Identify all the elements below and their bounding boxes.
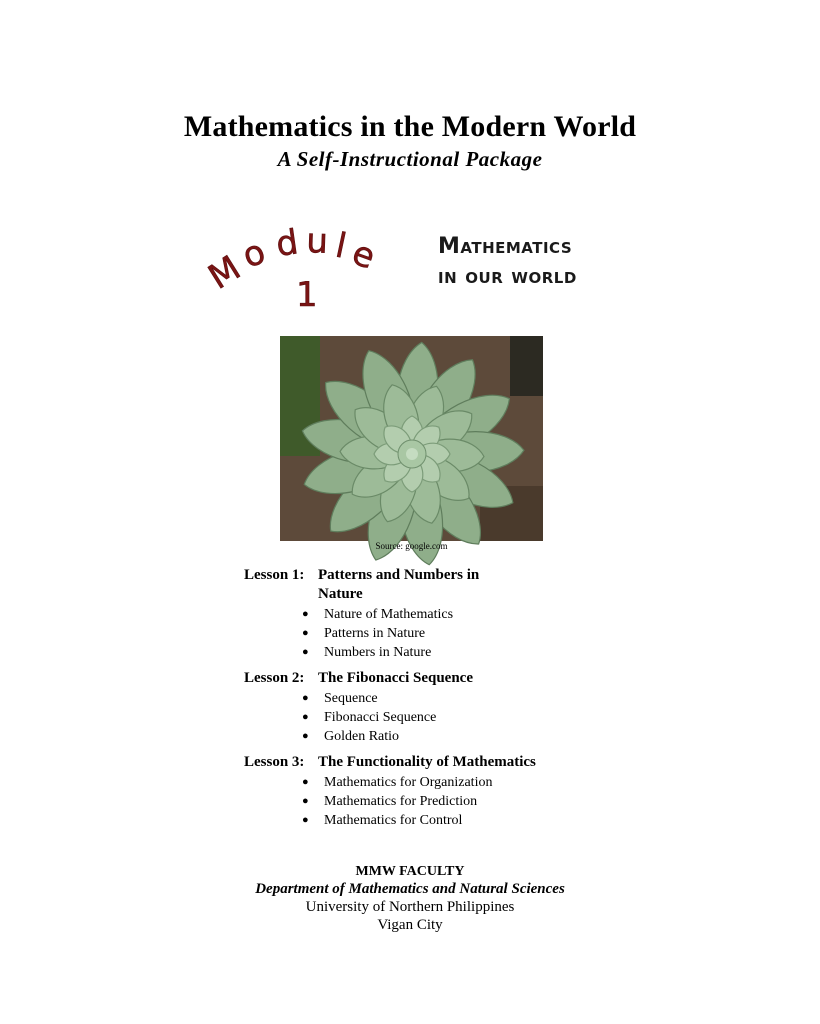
photo-source-caption: Source: google.com — [375, 541, 448, 551]
list-item — [244, 708, 664, 727]
lesson-1-title — [244, 566, 664, 604]
list-item — [244, 689, 664, 708]
bullet-icon: ● — [302, 646, 309, 658]
lesson-number: Lesson 3: — [244, 754, 305, 770]
module-letter: d — [273, 222, 301, 265]
list-item — [244, 643, 664, 662]
bullet-icon: ● — [302, 711, 309, 723]
topic-label: Golden Ratio — [324, 729, 400, 744]
document-subtitle: A Self-Instructional Package — [277, 147, 543, 171]
lesson-list — [244, 566, 664, 837]
footer-faculty: MMW FACULTY — [355, 864, 465, 879]
module-word — [202, 221, 381, 298]
bullet-icon: ● — [302, 608, 309, 620]
topic-label: Mathematics for Organization — [324, 775, 493, 790]
topic-label: Nature of Mathematics — [324, 607, 454, 622]
list-item — [244, 727, 664, 746]
list-item — [244, 605, 664, 624]
document-title: Mathematics in the Modern World — [183, 110, 637, 143]
footer-city: Vigan City — [377, 917, 443, 933]
bullet-icon: ● — [302, 795, 309, 807]
topic-label: Fibonacci Sequence — [324, 710, 437, 725]
module-heading-line2: in our world — [438, 264, 577, 289]
module-heading — [438, 232, 577, 292]
bullet-icon: ● — [302, 776, 309, 788]
bullet-icon: ● — [302, 814, 309, 826]
module-letter: l — [332, 225, 350, 267]
topic-label: Numbers in Nature — [324, 645, 432, 660]
module-letter: M — [201, 248, 248, 298]
module-heading-line1: Mathematics — [438, 234, 573, 259]
list-item — [244, 792, 664, 811]
lesson-2-topics — [244, 689, 664, 746]
footer-university: University of Northern Philippines — [305, 899, 515, 915]
footer-department: Department of Mathematics and Natural Sciences — [255, 881, 565, 897]
list-item — [244, 811, 664, 830]
module-letter: o — [237, 231, 271, 277]
topic-label: Mathematics for Control — [324, 813, 463, 828]
module-word-art — [201, 218, 400, 318]
lesson-3-topics — [244, 773, 664, 830]
module-letter: e — [346, 232, 381, 278]
lesson-name: The Functionality of Mathematics — [318, 754, 536, 770]
list-item — [244, 773, 664, 792]
bullet-icon: ● — [302, 692, 309, 704]
lesson-number: Lesson 1: — [244, 567, 305, 583]
module-number: 1 — [296, 275, 318, 315]
succulent-rosette-photo — [280, 336, 543, 541]
topic-label: Patterns in Nature — [324, 626, 426, 641]
list-item — [244, 624, 664, 643]
lesson-2-title — [244, 669, 664, 688]
lesson-name: The Fibonacci Sequence — [318, 670, 474, 686]
bullet-icon: ● — [302, 627, 309, 639]
lesson-1-topics — [244, 605, 664, 662]
topic-label: Sequence — [324, 691, 378, 706]
lesson-3-title — [244, 753, 664, 772]
bullet-icon: ● — [302, 730, 309, 742]
lesson-number: Lesson 2: — [244, 670, 305, 686]
lesson-name: Patterns and Numbers in Nature — [318, 567, 480, 602]
module-letter: u — [305, 221, 329, 262]
topic-label: Mathematics for Prediction — [324, 794, 478, 809]
